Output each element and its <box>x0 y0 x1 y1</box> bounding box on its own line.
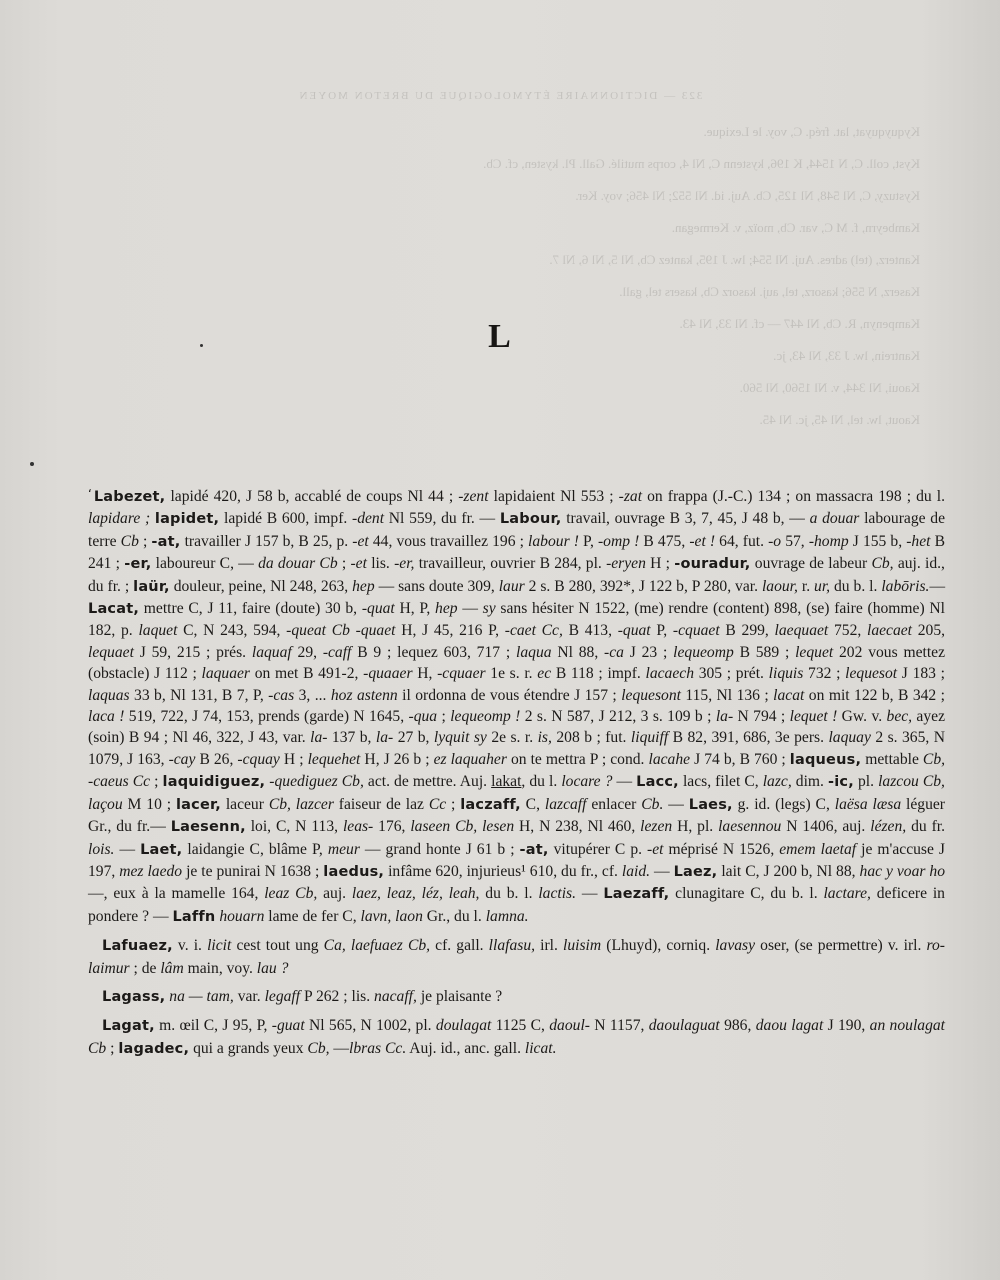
headword: Lagass, <box>102 988 166 1005</box>
ghost-line: Kantrein, lw. J 33, Nl 43, jc. <box>773 348 920 363</box>
headword: Laez, <box>673 863 718 880</box>
headword: -at, <box>519 841 549 858</box>
headword: Laes, <box>688 796 733 813</box>
entry-lafuaez: Lafuaez, v. i. licit cest tout ung Ca, laefuaez Cb, cf. gall. llafasu, irl. luisim (Lhuyd), corniq. lavasy oser, (se permettre) v. irl. ro-laimur ; de lâm main, voy. lau ? <box>88 937 945 977</box>
headword: laedus, <box>323 863 385 880</box>
headword: laczaff, <box>460 796 521 813</box>
entry-lagat: Lagat, m. œil C, J 95, P, -guat Nl 565, N 1002, pl. doulagat 1125 C, daoul- N 1157, daoulaguat 986, daou lagat J 190, an noulagat Cb ; lagadec, qui a grands yeux Cb, —lbras Cc. Auj. id., anc. gall. licat. <box>88 1017 946 1057</box>
headword: Lagat, <box>102 1018 155 1035</box>
ghost-line: Kaoui, Nl 344, v. Nl 1560, Nl 560. <box>739 380 920 395</box>
section-letter: L <box>488 318 512 355</box>
headword: lagadec, <box>118 1040 190 1057</box>
entry-labezet: ʻ Labezet, lapidé 420, J 58 b, accablé de coups Nl 44 ; -zent lapidaient Nl 553 ; -zat on frappa (J.-C.) 134 ; on massacra 198 ; du l. lapidare ; lapidet, lapidé B 600, impf. -dent Nl 559, du fr. — Labour, travail, ouvrage B 3, 7, 45, J 48 b, — a douar labourage de terre Cb ; -at, travailler J 157 b, B 25, p. -et 44, vous travaillez 196 ; labour ! P, -omp ! B 475, -et ! 64, fut. -o 57, -homp J 155 b, -het B 241 ; -er, laboureur C, — da douar Cb ; -et lis. -er, travailleur, ouvrier B 284, pl. -eryen H ; -ouradur, ouvrage de labeur Cb, auj. id., du fr. ; laür, douleur, peine, Nl 248, 263, hep — sans doute 309, laur 2 s. B 280, 392*, J 122 b, P 280, var. laour, r. ur, du b. l. labōris.— Lacat, mettre C, J 11, faire (doute) 30 b, -quat H, P, hep — sy sans hésiter N 1522, (me) rendre (content) 898, (se) faire (homme) Nl 182, p. laquet C, N 243, 594, -queat Cb -quaet H, J 45, 216 P, -caet Cc, B 413, -quat P, -cquaet B 299, laequaet 752, laecaet 205, lequaet J 59, 215 ; prés. laquaf 29, -caff B 9 ; lequez 603, 717 ; laqua Nl 88, -ca J 23 ; lequeomp B 589 ; lequet 202 vous mettez (obstacle) J 112 ; laquaer on met B 491-2, -quaaer H, -cquaer 1e s. r. ec B 118 ; impf. lacaech 305 ; prét. liquis 732 ; lequesot J 183 ; laquas 33 b, Nl 131, B 7, P, -cas 3, ... hoz astenn il ordonna de vous étendre J 157 ; lequesont 115, Nl 136 ; lacat on mit 122 b, B 342 ; laca ! 519, 722, J 74, 153, prends (garde) N 1645, -qua ; lequeomp ! 2 s. N 587, J 212, 3 s. 109 b ; la- N 794 ; lequet ! Gw. v. bec, ayez (soin) B 94 ; Nl 46, 322, J 43, var. la- 137 b, la- 27 b, lyquit sy 2e s. r. is, 208 b ; fut. liquiff B 82, 391, 686, 3e pers. laquay 2 s. 365, N 1079, J 163, -cay B 26, -cquay H ; lequehet H, J 26 b ; ez laquaher on te mettra P ; cond. lacahe J 74 b, B 760 ; laqueus, mettable Cb, -caeus Cc ; laquidiguez, -quediguez Cb, act. de mettre. Auj. lakat, du l. locare ? — Lacc, lacs, filet C, lazc, dim. -ic, pl. lazcou Cb, laçou M 10 ; lacer, laceur Cb, lazcer faiseur de laz Cc ; laczaff, C, lazcaff enlacer Cb. — Laes, g. id. (legs) C, laësa læsa léguer Gr., du fr.— Laesenn, loi, C, N 113, leas- 176, laseen Cb, lesen H, N 238, Nl 460, lezen H, pl. laesennou N 1406, auj. lézen, du fr. lois. — Laet, laidangie C, blâme P, meur — grand honte J 61 b ; -at, vitupérer C p. -et méprisé N 1526, emem laetaf je m'accuse J 197, mez laedo je te punirai N 1638 ; laedus, infâme 620, injurieus¹ 610, du fr., cf. laid. — Laez, lait C, J 200 b, Nl 88, hac y voar ho —, eux à la mamelle 164, leaz Cb, auj. laez, leaz, léz, leah, du b. l. lactis. — Laezaff, clunagitare C, du b. l. lactare, deficere in pondere ? — Laffn houarn lame de fer C, lavn, laon Gr., du l. lamna. <box>88 487 946 925</box>
headword: Laezaff, <box>603 886 670 903</box>
headword: Laffn <box>172 908 216 925</box>
headword: Labezet, <box>93 489 166 505</box>
ghost-line: Kystuzy, C, Nl 548, Nl 125, Cb. Auj. id. Nl 552; Nl 456; voy. Ker. <box>575 188 920 203</box>
headword: Labour, <box>499 511 562 528</box>
ghost-line: Kyquyquyat, lat. fréq. C, voy. le Lexique. <box>703 124 920 139</box>
ghost-line: Kampenyn, R. Cb, Nl 447 — cf. Nl 33, Nl 43. <box>679 316 920 331</box>
bleed-through-text <box>80 85 920 441</box>
headword: lapidet, <box>154 511 220 528</box>
ink-speck <box>30 462 34 466</box>
ghost-line: Kambeyrn, f. M C, var. Cb, moïz, v. Kermegan. <box>671 220 920 235</box>
headword: Laesenn, <box>170 819 246 836</box>
headword: laür, <box>133 578 170 595</box>
headword: -ic, <box>828 774 854 791</box>
headword: Lacc, <box>636 774 679 791</box>
ghost-line: Kyst, coll. C, N 1544, K 196, kystenn C, Nl 4, corps mutilé. Gall. Pl. kysten, cf. Cb. <box>483 156 920 171</box>
headword: laqueus, <box>789 751 862 768</box>
ghost-line: Kaout, lw. tel, Nl 45, jc. Nl 45. <box>759 412 920 427</box>
dictionary-entries <box>88 484 945 1060</box>
ghost-line: Kaserz, N 556; kasorz, tel, auj. kasorz Cb, kasers tel, gall. <box>619 284 920 299</box>
headword: lacer, <box>176 796 221 813</box>
headword: laquidiguez, <box>162 774 266 791</box>
headword: -er, <box>124 556 152 573</box>
headword: -ouradur, <box>674 556 751 573</box>
ghost-header: 323 — DICTIONNAIRE ÉTYMOLOGIQUE DU BRETON MOYEN <box>297 90 703 102</box>
entry-lagass: Lagass, na — tam, var. legaff P 262 ; lis. nacaff, je plaisante ? <box>102 987 503 1005</box>
headword: Lafuaez, <box>102 938 173 955</box>
headword: -at, <box>151 533 181 550</box>
headword: Lacat, <box>88 601 140 618</box>
ghost-line: Kanterz, (tel) adres. Auj. Nl 554; lw. J 195, kantez Cb, Nl 5, Nl 6, Nl 7. <box>549 252 920 267</box>
headword: Laet, <box>140 841 183 858</box>
